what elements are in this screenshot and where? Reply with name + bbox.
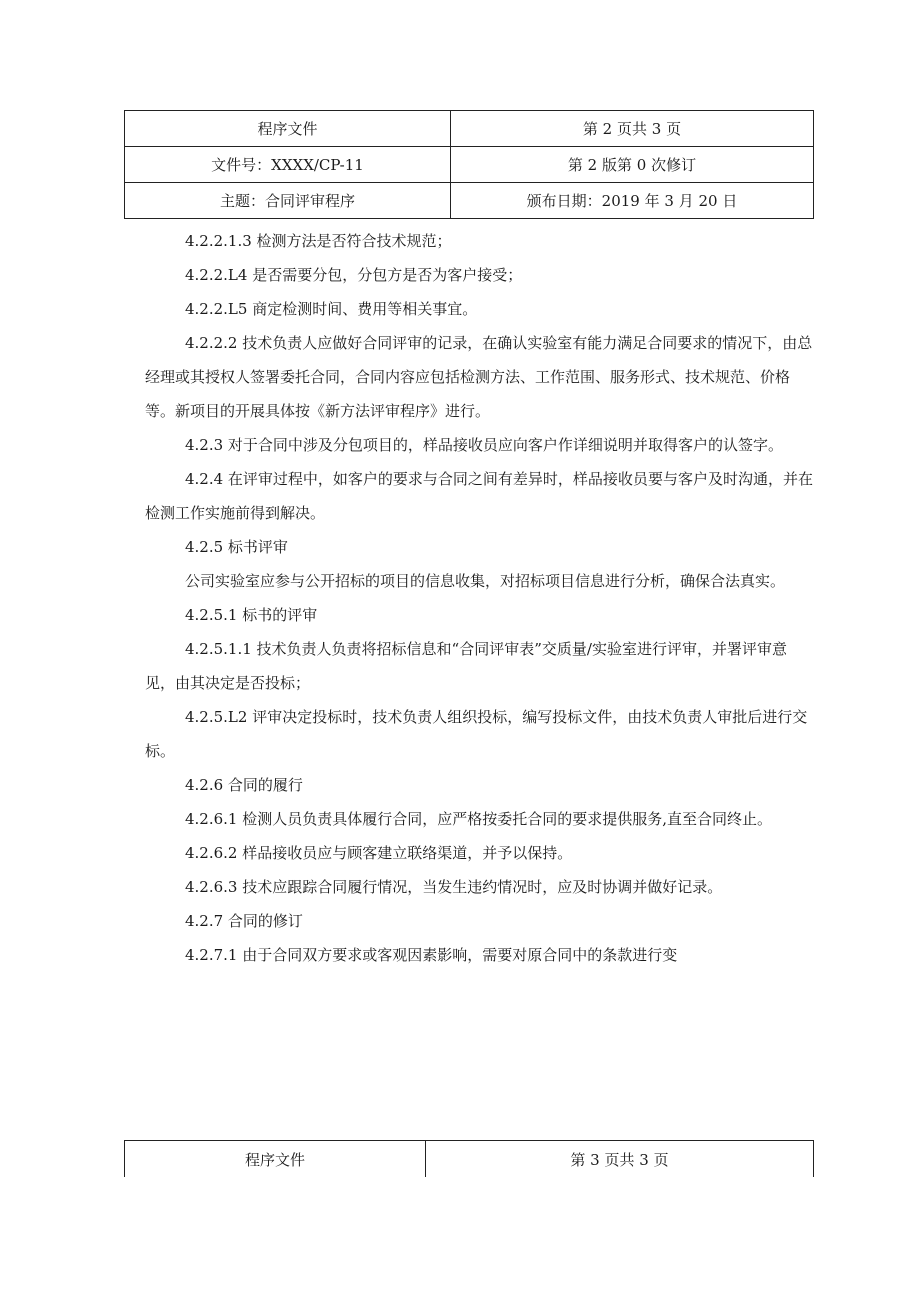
revision-cell: 第 2 版第 0 次修订	[451, 147, 814, 183]
header-row	[125, 183, 814, 219]
header-row	[125, 147, 814, 183]
paragraph: 4.2.5.L2 评审决定投标时，技术负责人组织投标，编写投标文件，由技术负责人审批后进行交标。	[145, 708, 808, 760]
section-heading: 4.2.5 标书评审	[185, 538, 288, 556]
section-heading: 4.2.6 合同的履行	[185, 776, 303, 794]
paragraph: 公司实验室应参与公开招标的项目的信息收集，对招标项目信息进行分析，确保合法真实。	[185, 572, 786, 590]
page-number-cell: 第 3 页共 3 页	[426, 1141, 814, 1178]
paragraph: 4.2.7.1 由于合同双方要求或客观因素影响，需要对原合同中的条款进行变	[185, 946, 678, 964]
paragraph: 4.2.6.1 检测人员负责具体履行合同，应严格按委托合同的要求提供服务,直至合同终止。	[185, 810, 773, 828]
paragraph: 4.2.2.L5 商定检测时间、费用等相关事宜。	[185, 300, 478, 318]
page-number-cell: 第 2 页共 3 页	[451, 111, 814, 147]
file-number-cell: 文件号：XXXX/CP-11	[125, 147, 451, 183]
paragraph: 4.2.2.1.3 检测方法是否符合技术规范；	[185, 232, 452, 250]
section-heading: 4.2.7 合同的修订	[185, 912, 303, 930]
next-page-header-table	[124, 1140, 814, 1177]
paragraph: 4.2.6.3 技术应跟踪合同履行情况，当发生违约情况时，应及时协调并做好记录。	[185, 878, 723, 896]
paragraph: 4.2.5.1.1 技术负责人负责将招标信息和“合同评审表”交质量/实验室进行评审，并署评审意见，由其决定是否投标；	[145, 640, 787, 692]
paragraph: 4.2.2.L4 是否需要分包，分包方是否为客户接受；	[185, 266, 523, 284]
issue-date-cell: 颁布日期：2019 年 3 月 20 日	[451, 183, 814, 219]
paragraph: 4.2.4 在评审过程中，如客户的要求与合同之间有差异时，样品接收员要与客户及时沟通，并在检测工作实施前得到解决。	[145, 470, 813, 522]
header-row	[125, 1141, 814, 1178]
header-row	[125, 111, 814, 147]
paragraph: 4.2.3 对于合同中涉及分包项目的，样品接收员应向客户作详细说明并取得客户的认签字。	[185, 436, 783, 454]
paragraph: 4.2.6.2 样品接收员应与顾客建立联络渠道，并予以保持。	[185, 844, 573, 862]
doc-type-cell: 程序文件	[125, 111, 451, 147]
section-heading: 4.2.5.1 标书的评审	[185, 606, 318, 624]
doc-type-cell: 程序文件	[125, 1141, 426, 1178]
document-header-table	[124, 110, 814, 219]
subject-cell: 主题：合同评审程序	[125, 183, 451, 219]
paragraph: 4.2.2.2 技术负责人应做好合同评审的记录，在确认实验室有能力满足合同要求的情况下，由总经理或其授权人签署委托合同，合同内容应包括检测方法、工作范围、服务形式、技术规范、价格等。新项目的开展具体按《新方法评审程序》进行。	[145, 334, 813, 420]
document-body	[145, 224, 815, 972]
